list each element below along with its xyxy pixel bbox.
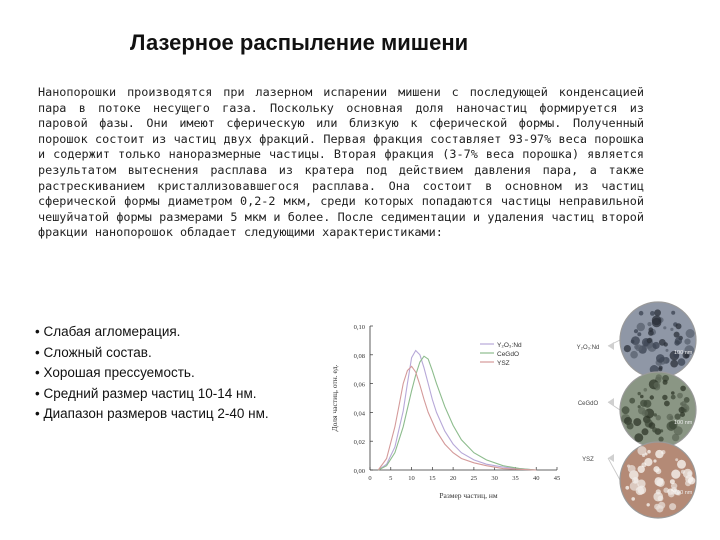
particle-dot xyxy=(653,459,656,462)
list-item: • Хорошая прессуемость. xyxy=(35,365,195,380)
y-tick-label: 0,04 xyxy=(353,410,365,418)
particle-dot xyxy=(669,416,673,420)
sample-label: YSZ xyxy=(582,457,594,463)
particle-dot xyxy=(631,497,635,501)
series-line-2 xyxy=(378,356,536,470)
particle-dot xyxy=(640,395,644,399)
x-tick-label: 15 xyxy=(429,475,436,482)
particle-dot xyxy=(671,395,676,400)
particle-dot xyxy=(659,437,664,442)
arrow-icon xyxy=(608,398,614,406)
y-tick-label: 0,06 xyxy=(353,381,365,389)
particle-dot xyxy=(664,401,670,407)
x-tick-label: 20 xyxy=(449,475,457,482)
particle-dot xyxy=(656,468,662,474)
particle-dot xyxy=(683,409,687,413)
arrow-icon xyxy=(608,342,614,350)
particle-dot xyxy=(663,326,666,329)
particle-dot xyxy=(640,400,647,407)
particle-dot xyxy=(650,395,654,399)
particle-dot xyxy=(680,386,686,392)
x-tick-label: 0 xyxy=(368,475,372,482)
y-tick-label: 0,02 xyxy=(353,439,365,447)
particle-dot xyxy=(675,414,681,420)
particle-dot xyxy=(660,478,663,481)
particle-dot xyxy=(656,374,662,380)
list-item: • Слабая агломерация. xyxy=(35,324,181,339)
y-axis-label: Доля частиц, отн. ед. xyxy=(330,364,339,432)
legend-label: Y₂O₃:Nd xyxy=(497,342,522,349)
chart-svg xyxy=(325,318,575,518)
particle-dot xyxy=(688,477,695,484)
particle-dot xyxy=(656,354,665,363)
particle-dot xyxy=(666,349,669,352)
particle-dot xyxy=(687,471,692,476)
particle-dot xyxy=(662,395,667,400)
micrographs-svg xyxy=(560,280,720,540)
particle-dot xyxy=(652,316,662,326)
particle-dot xyxy=(647,450,651,454)
x-tick-label: 40 xyxy=(532,475,540,482)
scale-label: 100 nm xyxy=(674,490,693,496)
particle-dot xyxy=(654,382,661,389)
particle-dot xyxy=(648,330,654,336)
particle-dot xyxy=(634,329,638,333)
particle-dot xyxy=(653,492,663,502)
y-tick-label: 0,08 xyxy=(353,352,365,360)
particle-dot xyxy=(678,358,686,366)
x-tick-label: 30 xyxy=(491,475,498,482)
particle-dot xyxy=(650,311,655,316)
y-tick-label: 0,00 xyxy=(353,468,365,475)
particle-dot xyxy=(670,328,673,331)
particle-dot xyxy=(677,460,686,469)
particle-dot xyxy=(658,367,662,371)
particle-dot xyxy=(674,332,680,338)
legend-label: YSZ xyxy=(497,360,510,367)
particle-dot xyxy=(631,336,640,345)
particle-dot xyxy=(625,486,629,490)
particle-dot xyxy=(655,450,663,458)
size-distribution-chart xyxy=(325,318,575,518)
particle-dot xyxy=(647,503,650,506)
particle-dot xyxy=(644,388,648,392)
sample-label: CeGdO xyxy=(577,401,599,407)
particle-dot xyxy=(633,418,641,426)
particle-dot xyxy=(660,429,663,432)
characteristics-list xyxy=(35,322,325,425)
particle-dot xyxy=(639,311,644,316)
particle-dot xyxy=(624,345,631,352)
particle-dot xyxy=(642,428,649,435)
particle-dot xyxy=(669,503,676,510)
particle-dot xyxy=(627,423,634,430)
x-tick-label: 10 xyxy=(408,475,415,482)
slide-title: Лазерное распыление мишени xyxy=(130,30,469,55)
series-line-1 xyxy=(378,351,536,471)
particle-dot xyxy=(630,351,638,359)
particle-dot xyxy=(638,392,641,395)
scale-label: 100 nm xyxy=(674,420,693,426)
particle-dot xyxy=(634,433,643,442)
particle-dot xyxy=(642,454,645,457)
particle-dot xyxy=(635,344,642,351)
particle-dot xyxy=(677,393,683,399)
description-paragraph: Нанопорошки производятся при лазерном испарении мишени с последующей конденсацией пара в потоке несущего газа. Поскольку основная доля наночастиц формируется из паровой фазы. Они имеют сферическую или близкую к сферической формы. Полученный порошок состоит из частиц двух фракций. Первая фракция составляет 93-97% веса порошка и содержит только наноразмерные частицы. Вторая фракция (3-7% веса порошка) является результатом вытеснения расплава из кратера под действием давления пара, а также растрескиванием кристаллизовавшегося расплава. Она состоит в основном из частиц сферической формы диаметром 0,2-2 мкм, среди которых попадаются частицы неправильной чешуйчатой формы размерами 5 мкм и более. После седиментации и удаления частиц второй фракции нанопорошок обладает следующими характеристиками: xyxy=(38,85,644,240)
particle-dot xyxy=(654,309,661,316)
list-item: • Диапазон размеров частиц 2-40 нм. xyxy=(35,406,269,421)
particle-dot xyxy=(647,338,652,343)
particle-dot xyxy=(672,434,679,441)
particle-dot xyxy=(637,332,641,336)
particle-dot xyxy=(642,410,648,416)
arrow-icon xyxy=(608,454,614,462)
particle-dot xyxy=(686,329,695,338)
x-tick-label: 5 xyxy=(389,475,393,482)
particle-dot xyxy=(636,487,645,496)
particle-dot xyxy=(656,415,661,420)
x-tick-label: 45 xyxy=(553,475,561,482)
list-item: • Средний размер частиц 10-14 нм. xyxy=(35,385,257,401)
particle-dot xyxy=(664,342,668,346)
particle-dot xyxy=(671,391,675,395)
particle-dot xyxy=(676,323,682,329)
particle-dot xyxy=(675,337,682,344)
particle-dot xyxy=(671,311,675,315)
particle-dot xyxy=(638,466,645,473)
particle-dot xyxy=(637,323,645,331)
particle-dot xyxy=(622,406,630,414)
particle-dot xyxy=(670,360,678,368)
particle-dot xyxy=(671,470,680,479)
particle-dot xyxy=(628,465,636,473)
particle-dot xyxy=(670,479,675,484)
micrograph-panel xyxy=(560,280,720,540)
sample-label: Y₂O₃:Nd xyxy=(576,345,600,351)
x-axis-label: Размер частиц, нм xyxy=(439,491,498,500)
y-tick-label: 0,10 xyxy=(353,324,365,331)
list-item: • Сложный состав. xyxy=(35,344,152,360)
particle-dot xyxy=(632,477,639,484)
particle-dot xyxy=(684,339,690,345)
particle-dot xyxy=(658,502,665,509)
legend-label: CeGdO xyxy=(497,351,520,358)
particle-dot xyxy=(681,401,686,406)
particle-dot xyxy=(629,398,635,404)
particle-dot xyxy=(653,342,660,349)
scale-label: 100 nm xyxy=(674,350,693,356)
particle-dot xyxy=(644,458,652,466)
x-tick-label: 35 xyxy=(512,475,519,482)
particle-dot xyxy=(675,458,678,461)
particle-dot xyxy=(647,322,651,326)
particle-dot xyxy=(663,380,668,385)
particle-dot xyxy=(649,422,656,429)
x-tick-label: 25 xyxy=(470,475,478,482)
